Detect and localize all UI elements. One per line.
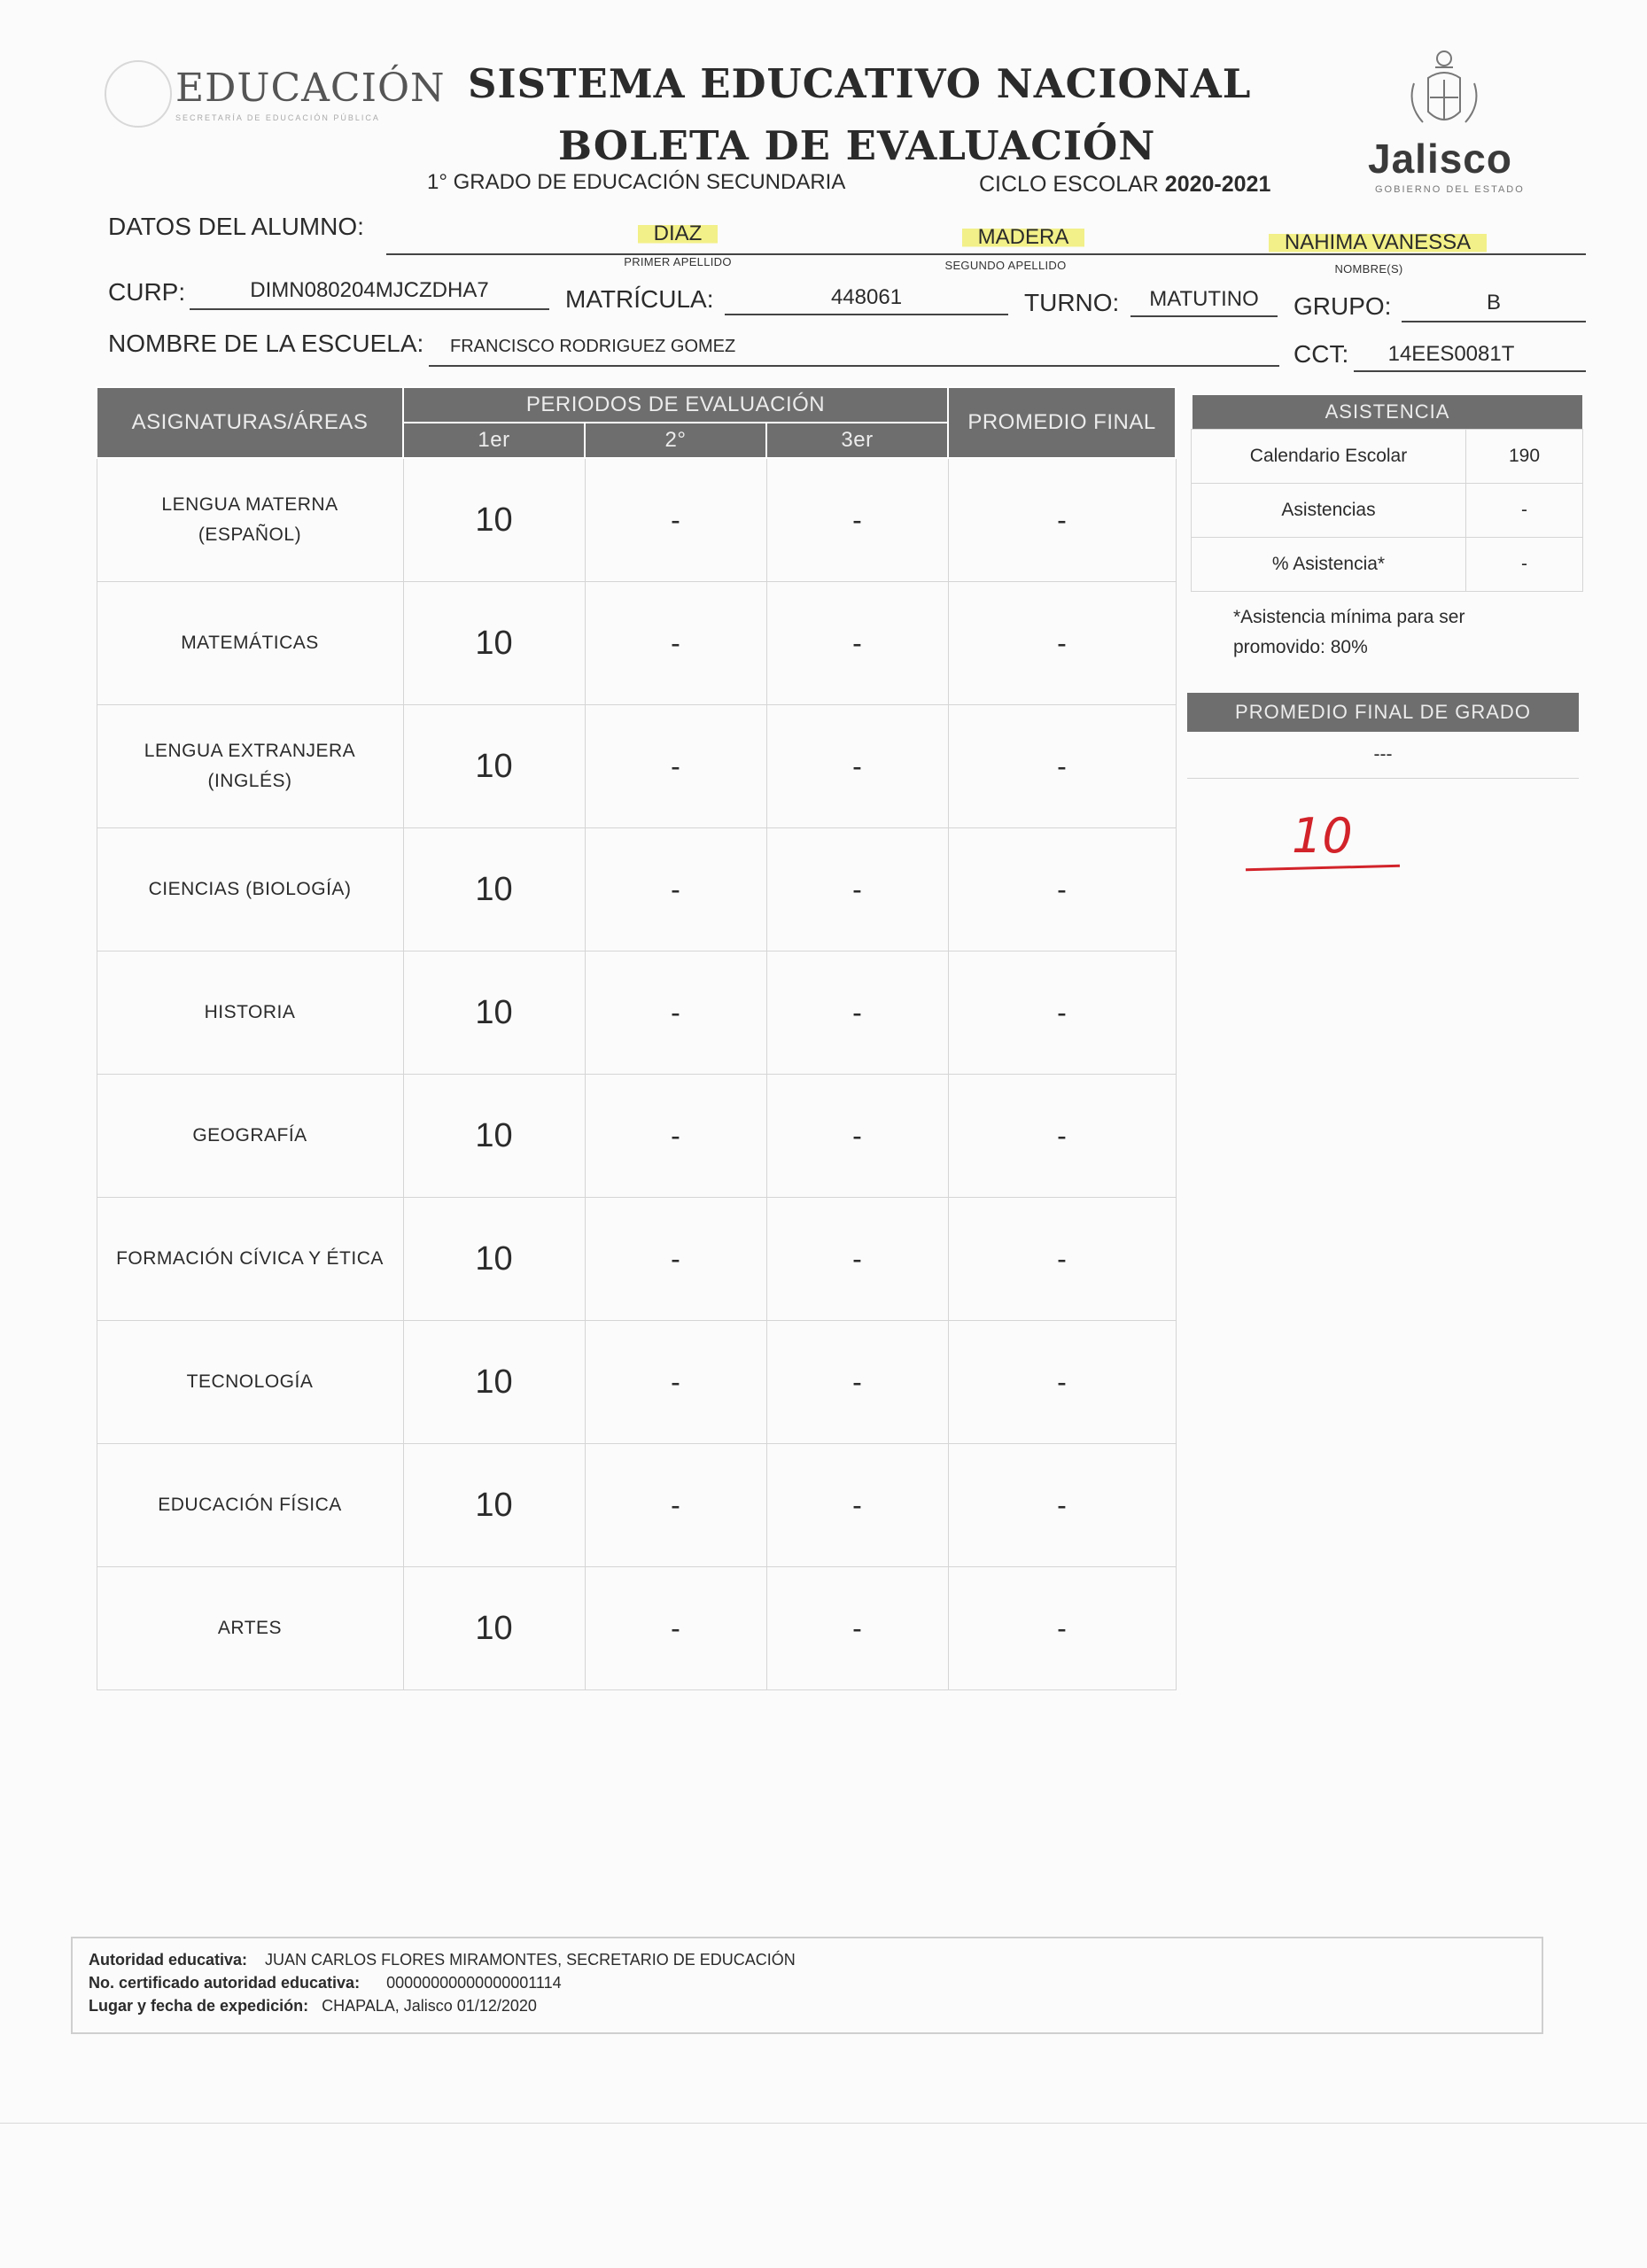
footer-box <box>71 1937 1543 2034</box>
grade-period-2: - <box>585 705 766 828</box>
page-title: SISTEMA EDUCATIVO NACIONAL <box>468 60 1252 107</box>
subject-name: CIENCIAS (BIOLOGÍA) <box>97 828 403 951</box>
attendance-row <box>1192 430 1583 484</box>
subject-name: LENGUA MATERNA (ESPAÑOL) <box>97 458 403 582</box>
school-label: NOMBRE DE LA ESCUELA: <box>108 330 424 357</box>
handwritten-grade: 10 <box>1292 808 1353 864</box>
table-row <box>97 458 1176 582</box>
grade-period-3: - <box>766 1567 948 1690</box>
attendance-label: Calendario Escolar <box>1192 430 1466 484</box>
grade-final: - <box>948 1444 1176 1567</box>
curp-value: DIMN080204MJCZDHA7 <box>250 278 489 302</box>
certificate-value: 00000000000000001114 <box>386 1974 562 1992</box>
attendance-row <box>1192 484 1583 538</box>
attendance-label: % Asistencia* <box>1192 538 1466 592</box>
period-1-header: 1er <box>403 423 585 458</box>
grade-final: - <box>948 1321 1176 1444</box>
table-row <box>97 705 1176 828</box>
grade-final: - <box>948 951 1176 1075</box>
second-surname-caption: SEGUNDO APELLIDO <box>944 259 1067 272</box>
student-names: NAHIMA VANESSA <box>1240 230 1515 255</box>
grade-final: - <box>948 828 1176 951</box>
table-row <box>97 1444 1176 1567</box>
grade-period-2: - <box>585 828 766 951</box>
grade-period-2: - <box>585 1567 766 1690</box>
subject-name: FORMACIÓN CÍVICA Y ÉTICA <box>97 1198 403 1321</box>
authority-label: Autoridad educativa: <box>89 1951 248 1969</box>
grade-final: - <box>948 1567 1176 1690</box>
grade-period-3: - <box>766 828 948 951</box>
final-grade-value: --- <box>1187 732 1579 779</box>
jalisco-logo-word: Jalisco <box>1368 136 1512 182</box>
periods-header: PERIODOS DE EVALUACIÓN <box>403 387 948 423</box>
grade-period-2: - <box>585 951 766 1075</box>
grades-table <box>96 386 1177 1690</box>
grade-final: - <box>948 705 1176 828</box>
certificate-row <box>89 1974 562 1992</box>
attendance-value: - <box>1466 484 1583 538</box>
grades-body <box>97 458 1176 1690</box>
grade-period-1: 10 <box>403 951 585 1075</box>
education-logo-subtitle: SECRETARÍA DE EDUCACIÓN PÚBLICA <box>175 113 380 122</box>
grade-period-3: - <box>766 705 948 828</box>
grade-period-2: - <box>585 1075 766 1198</box>
attendance-note: *Asistencia mínima para ser promovido: 80% <box>1233 607 1465 657</box>
grade-period-3: - <box>766 1075 948 1198</box>
grade-period-1: 10 <box>403 1075 585 1198</box>
grade-period-1: 10 <box>403 1567 585 1690</box>
authority-value: JUAN CARLOS FLORES MIRAMONTES, SECRETARIO DE EDUCACIÓN <box>265 1951 796 1969</box>
place-date-row <box>89 1997 537 2016</box>
grade-period-1: 10 <box>403 458 585 582</box>
period-2-header: 2° <box>585 423 766 458</box>
grade-line: 1° GRADO DE EDUCACIÓN SECUNDARIA <box>427 170 846 194</box>
matricula-value: 448061 <box>830 285 903 309</box>
subject-name: LENGUA EXTRANJERA (INGLÉS) <box>97 705 403 828</box>
school-line <box>429 365 1279 367</box>
scan-page-edge <box>0 2123 1647 2124</box>
attendance-value: 190 <box>1466 430 1583 484</box>
final-average-header: PROMEDIO FINAL <box>948 387 1176 458</box>
place-date-label: Lugar y fecha de expedición: <box>89 1997 309 2015</box>
grade-period-2: - <box>585 582 766 705</box>
grade-period-3: - <box>766 1198 948 1321</box>
grade-period-1: 10 <box>403 1444 585 1567</box>
subject-name: TECNOLOGÍA <box>97 1321 403 1444</box>
student-data-label: DATOS DEL ALUMNO: <box>108 213 364 240</box>
grade-period-2: - <box>585 458 766 582</box>
authority-row <box>89 1951 796 1969</box>
grade-final: - <box>948 1075 1176 1198</box>
grade-period-2: - <box>585 1444 766 1567</box>
table-row <box>97 828 1176 951</box>
grade-final: - <box>948 458 1176 582</box>
grade-period-3: - <box>766 582 948 705</box>
curp-line <box>190 308 549 310</box>
grade-period-1: 10 <box>403 1198 585 1321</box>
grade-period-3: - <box>766 1444 948 1567</box>
school-value: FRANCISCO RODRIGUEZ GOMEZ <box>450 337 736 356</box>
final-grade-header: PROMEDIO FINAL DE GRADO <box>1187 693 1579 732</box>
first-surname-caption: PRIMER APELLIDO <box>624 255 732 268</box>
table-row <box>97 1567 1176 1690</box>
attendance-header: ASISTENCIA <box>1193 395 1582 429</box>
period-3-header: 3er <box>766 423 948 458</box>
matricula-line <box>725 314 1008 315</box>
cct-label: CCT: <box>1294 340 1349 368</box>
table-row <box>97 582 1176 705</box>
grupo-line <box>1402 321 1586 322</box>
table-row <box>97 951 1176 1075</box>
attendance-table <box>1191 429 1583 592</box>
grade-period-2: - <box>585 1321 766 1444</box>
sep-seal-logo <box>105 60 172 128</box>
subject-name: EDUCACIÓN FÍSICA <box>97 1444 403 1567</box>
subject-name: HISTORIA <box>97 951 403 1075</box>
grade-period-3: - <box>766 458 948 582</box>
grade-period-1: 10 <box>403 1321 585 1444</box>
school-cycle-value: 2020-2021 <box>1164 172 1271 197</box>
second-surname: MADERA <box>913 225 1134 250</box>
subject-name: MATEMÁTICAS <box>97 582 403 705</box>
grupo-label: GRUPO: <box>1294 292 1392 320</box>
turno-value: MATUTINO <box>1149 287 1259 311</box>
subjects-header: ASIGNATURAS/ÁREAS <box>97 387 403 458</box>
grade-period-2: - <box>585 1198 766 1321</box>
cct-value: 14EES0081T <box>1387 342 1515 366</box>
curp-label: CURP: <box>108 278 186 306</box>
table-row <box>97 1321 1176 1444</box>
table-row <box>97 1198 1176 1321</box>
names-caption: NOMBRE(S) <box>1334 262 1403 276</box>
handwritten-underline <box>1246 865 1400 872</box>
attendance-label: Asistencias <box>1192 484 1466 538</box>
subject-name: GEOGRAFÍA <box>97 1075 403 1198</box>
subject-name: ARTES <box>97 1567 403 1690</box>
school-cycle <box>979 172 1270 198</box>
grade-period-1: 10 <box>403 705 585 828</box>
attendance-row <box>1192 538 1583 592</box>
jalisco-coat-of-arms-icon <box>1402 43 1487 140</box>
grade-period-1: 10 <box>403 582 585 705</box>
grupo-value: B <box>1486 291 1501 315</box>
cct-line <box>1354 370 1586 372</box>
certificate-label: No. certificado autoridad educativa: <box>89 1974 361 1992</box>
place-date-value: CHAPALA, Jalisco 01/12/2020 <box>322 1997 537 2015</box>
first-surname: DIAZ <box>567 221 789 246</box>
page-subtitle: BOLETA DE EVALUACIÓN <box>558 122 1156 169</box>
grade-period-3: - <box>766 1321 948 1444</box>
grade-period-3: - <box>766 951 948 1075</box>
turno-label: TURNO: <box>1024 289 1120 316</box>
grade-final: - <box>948 1198 1176 1321</box>
jalisco-logo-subtitle: GOBIERNO DEL ESTADO <box>1375 184 1525 195</box>
table-row <box>97 1075 1176 1198</box>
matricula-label: MATRÍCULA: <box>565 285 714 313</box>
education-logo-word: EDUCACIÓN <box>175 66 446 111</box>
grade-final: - <box>948 582 1176 705</box>
turno-line <box>1130 315 1278 317</box>
attendance-value: - <box>1466 538 1583 592</box>
grade-period-1: 10 <box>403 828 585 951</box>
school-cycle-label: CICLO ESCOLAR <box>979 172 1159 197</box>
